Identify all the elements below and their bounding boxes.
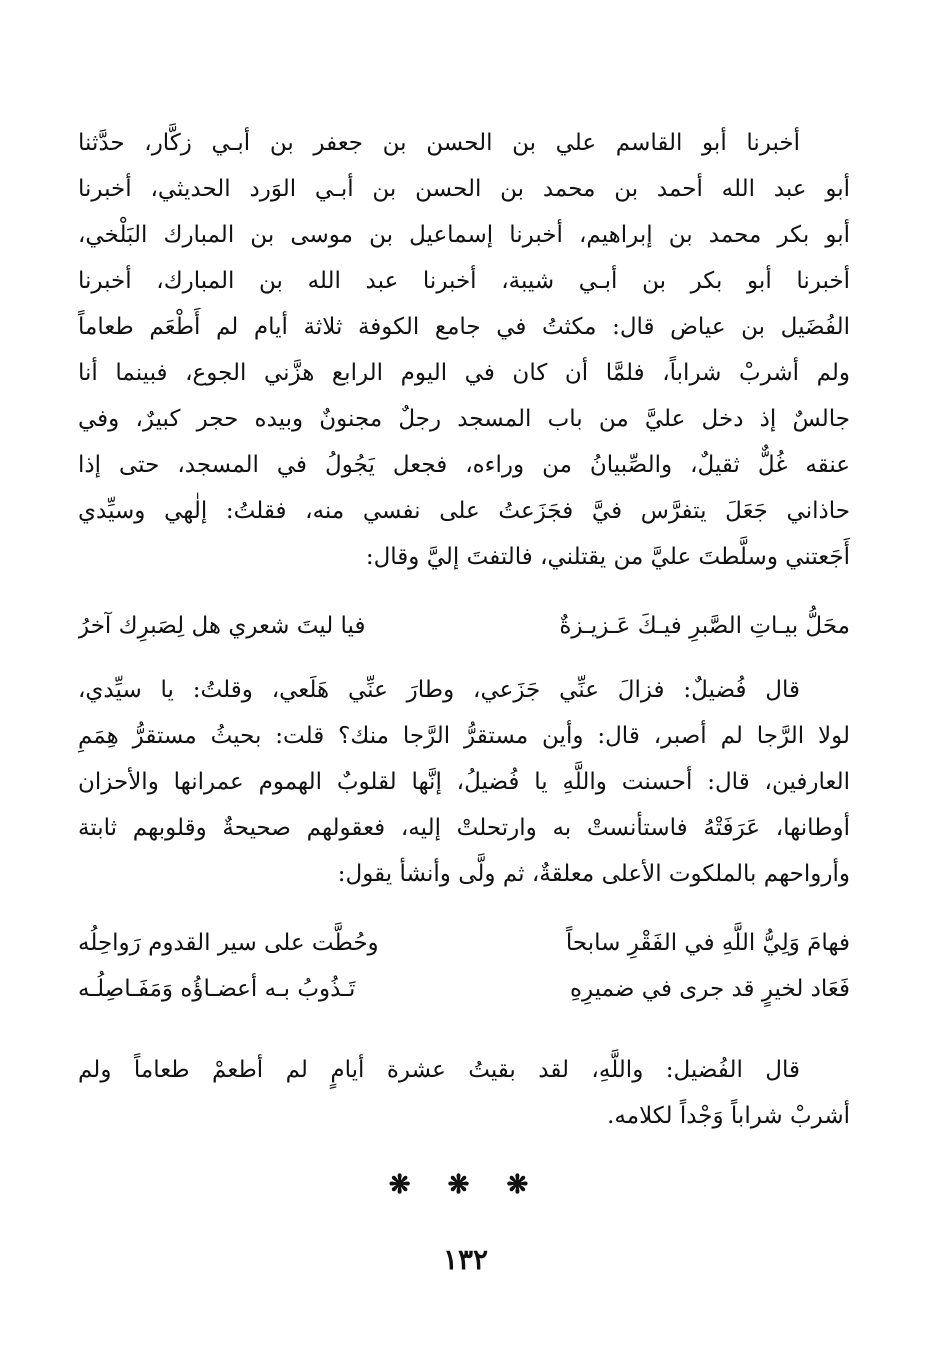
- page-number: ١٣٢: [442, 1243, 489, 1276]
- text-line: الفُضَيل بن عياض قال: مكثتُ في جامع الكوفة ثلاثة أيام لم أَطْعَم طعاماً: [78, 314, 850, 340]
- verses-2: [78, 920, 850, 1012]
- verse-second-hemistich: تَـذُوبُ بـه أعضـاؤُه وَمَفَـاصِلُـه: [78, 976, 356, 1002]
- verse-first-hemistich: فَعَاد لخيرٍ قد جرى في ضميرِهِ: [569, 976, 850, 1002]
- verse-line: [78, 603, 850, 649]
- verse-first-hemistich: محَلُّ بيـاتِ الصَّبرِ فيـكَ عَـزيـزةٌ: [559, 613, 850, 639]
- text-line: أبو بكر محمد بن إبراهيم، أخبرنا إسماعيل بن موسى بن المبارك البَلْخي،: [78, 222, 850, 248]
- text-line: عنقه غُلٌّ ثقيلٌ، والصِّبيانُ من وراءه، فجعل يَجُولُ في المسجد، حتى إذا: [78, 452, 850, 478]
- text-line: أَجَعتني وسلَّطتَ عليَّ من يقتلني، فالتفتَ إليَّ وقال:: [365, 544, 850, 570]
- verse-line: [78, 920, 850, 966]
- text-line: قال الفُضيل: واللَّهِ، لقد بقيتُ عشرة أيامٍ لم أطعمْ طعاماً ولم: [78, 1057, 800, 1083]
- text-line: أشربْ شراباً وَجْداً لكلامه.: [607, 1103, 850, 1129]
- paragraph-2: [78, 667, 850, 897]
- text-line: ولم أشربْ شراباً، فلمَّا أن كان في اليوم الرابع هزَّني الجوع، فبينما أنا: [78, 360, 850, 386]
- text-line: وأرواحهم بالملكوت الأعلى معلقةٌ، ثم ولَّى وأنشأ يقول:: [337, 861, 850, 887]
- text-line: أخبرنا أبو القاسم علي بن الحسن بن جعفر بن أبـي زكَّار، حدَّثنا: [78, 130, 800, 156]
- text-line: العارفين، قال: أحسنت واللَّهِ يا فُضيلُ، إنَّها لقلوبٌ الهموم عمرانها والأحزان: [78, 769, 850, 795]
- verse-1: [78, 603, 850, 649]
- text-line: أخبرنا أبو بكر بن أبـي شيبة، أخبرنا عبد الله بن المبارك، أخبرنا: [78, 268, 850, 294]
- text-line: حاذاني جَعَلَ يتفرَّس فيَّ فجَزَعتُ على نفسي منه، فقلتُ: إلٰهي وسيِّدي: [78, 498, 850, 524]
- text-line: جالسٌ إذ دخل عليَّ من باب المسجد رجلٌ مجنونٌ وبيده حجر كبيرٌ، وفي: [78, 406, 850, 432]
- verse-line: [78, 966, 850, 1012]
- paragraph-3: [78, 1047, 850, 1139]
- text-line: أبو عبد الله أحمد بن محمد بن الحسن بن أبـي الوَرد الحديثي، أخبرنا: [78, 176, 850, 202]
- text-line: قال فُضيلٌ: فزالَ عنِّي جَزَعي، وطارَ عنِّي هَلَعي، وقلتُ: يا سيِّدي،: [78, 677, 800, 703]
- section-separator: ❋ ❋ ❋: [388, 1170, 543, 1200]
- verse-second-hemistich: وحُطَّت على سير القدوم رَواحِلُه: [78, 930, 379, 956]
- verse-first-hemistich: فهامَ وَلِيُّ اللَّهِ في الفَقْرِ سابحاً: [565, 930, 850, 956]
- verse-second-hemistich: فيا ليتَ شعري هل لِصَبرِك آخرُ: [78, 613, 366, 639]
- text-line: أوطانها، عَرَفَتْهُ فاستأنستْ به وارتحلتْ إليه، فعقولهم صحيحةٌ وقلوبهم ثابتة: [78, 815, 850, 841]
- paragraph-1: [78, 120, 850, 580]
- text-line: لولا الرَّجا لم أصبر، قال: وأين مستقرُّ الرَّجا منك؟ قلت: بحيثُ مستقرُّ هِمَمِ: [78, 723, 850, 749]
